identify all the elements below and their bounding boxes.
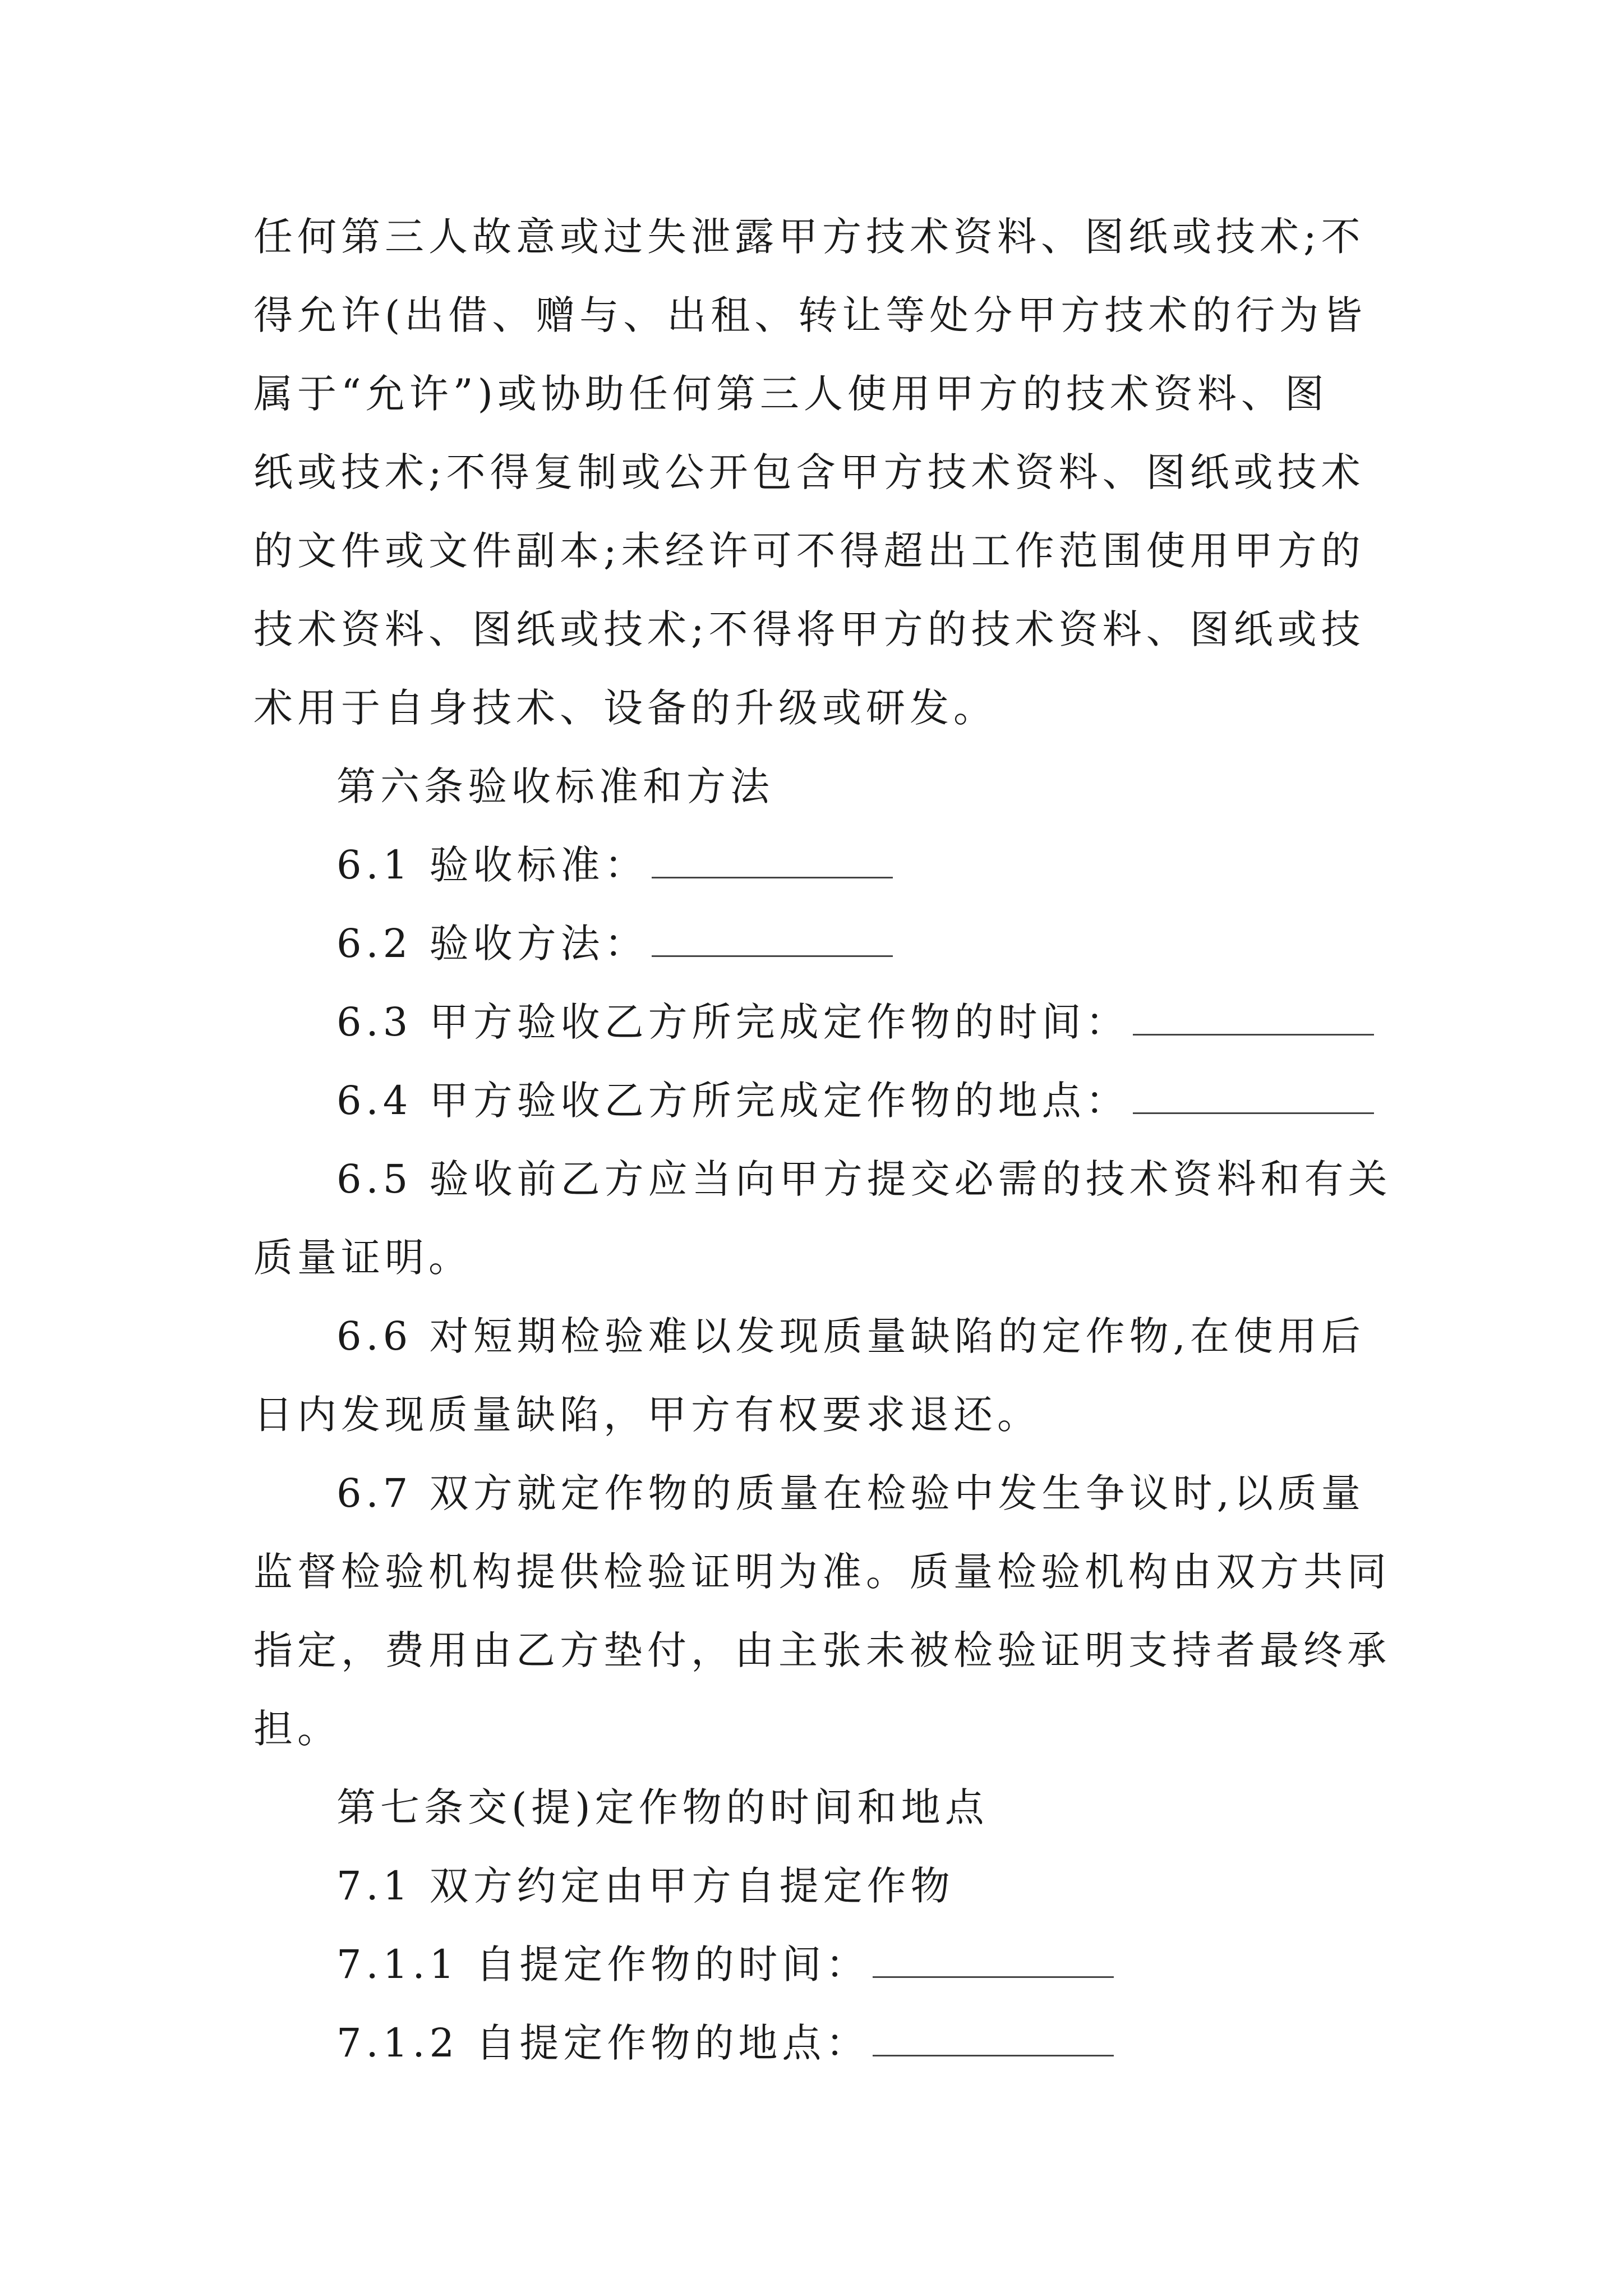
article-7-heading: 第七条交(提)定作物的时间和地点 bbox=[336, 1784, 989, 1830]
item-6-4-label: 6.4 甲方验收乙方所完成定作物的地点： bbox=[336, 1078, 1129, 1124]
item-7-1-1-label: 7.1.1 自提定作物的时间： bbox=[336, 1941, 870, 1987]
item-6-4 bbox=[336, 1073, 1475, 1129]
fill-blank[interactable] bbox=[873, 1943, 1114, 1978]
item-6-5-line: 6.5 验收前乙方应当向甲方提交必需的技术资料和有关 bbox=[336, 1156, 1392, 1202]
item-6-7-line: 6.7 双方就定作物的质量在检验中发生争议时,以质量 bbox=[336, 1470, 1365, 1516]
item-6-7-line: 监督检验机构提供检验证明为准。质量检验机构由双方共同 bbox=[253, 1549, 1391, 1595]
fill-blank[interactable] bbox=[873, 2021, 1114, 2056]
item-7-1-2-label: 7.1.2 自提定作物的地点： bbox=[336, 2020, 870, 2066]
item-6-6-line: 日内发现质量缺陷，甲方有权要求退还。 bbox=[253, 1392, 1041, 1438]
paragraph-line: 得允许(出借、赠与、出租、转让等处分甲方技术的行为皆 bbox=[253, 292, 1367, 338]
item-6-5-line: 质量证明。 bbox=[253, 1235, 472, 1281]
paragraph-line: 术用于自身技术、设备的升级或研发。 bbox=[253, 685, 997, 731]
item-6-2-label: 6.2 验收方法： bbox=[336, 921, 648, 967]
item-6-3 bbox=[336, 994, 1475, 1050]
item-6-3-label: 6.3 甲方验收乙方所完成定作物的时间： bbox=[336, 999, 1129, 1045]
paragraph-line: 任何第三人故意或过失泄露甲方技术资料、图纸或技术;不 bbox=[253, 214, 1365, 260]
item-6-1-label: 6.1 验收标准： bbox=[336, 842, 648, 888]
fill-blank[interactable] bbox=[1133, 1000, 1374, 1036]
paragraph-line: 的文件或文件副本;未经许可不得超出工作范围使用甲方的 bbox=[253, 528, 1365, 574]
item-7-1-2 bbox=[336, 2015, 1475, 2071]
fill-blank[interactable] bbox=[652, 843, 893, 878]
item-6-2 bbox=[336, 915, 1475, 972]
item-7-1: 7.1 双方约定由甲方自提定作物 bbox=[336, 1863, 955, 1909]
paragraph-line: 纸或技术;不得复制或公开包含甲方技术资料、图纸或技术 bbox=[253, 449, 1365, 495]
item-6-1 bbox=[336, 837, 1475, 893]
item-7-1-1 bbox=[336, 1936, 1475, 1993]
fill-blank[interactable] bbox=[1133, 1079, 1374, 1114]
item-6-7-line: 担。 bbox=[253, 1706, 341, 1752]
paragraph-line: 技术资料、图纸或技术;不得将甲方的技术资料、图纸或技 bbox=[253, 606, 1365, 652]
article-6-heading: 第六条验收标准和方法 bbox=[336, 763, 774, 809]
paragraph-line: 属于“允许”)或协助任何第三人使用甲方的技术资料、图 bbox=[253, 371, 1329, 417]
item-6-7-line: 指定，费用由乙方垫付，由主张未被检验证明支持者最终承 bbox=[253, 1627, 1391, 1673]
item-6-6-line: 6.6 对短期检验难以发现质量缺陷的定作物,在使用后 bbox=[336, 1313, 1365, 1359]
fill-blank[interactable] bbox=[652, 922, 893, 957]
